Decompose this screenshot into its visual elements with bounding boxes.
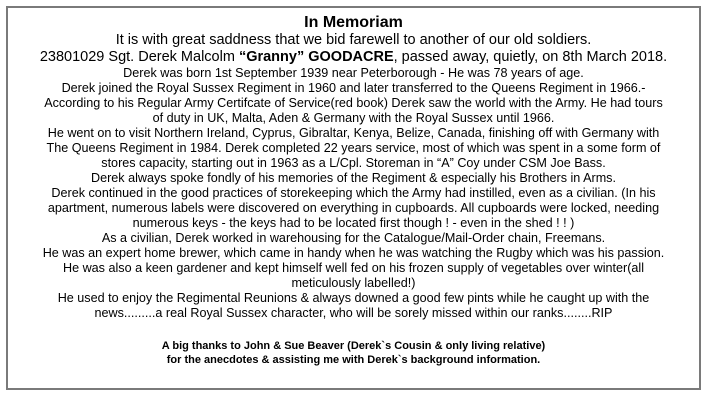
- body-line: stores capacity, starting out in 1963 as a L/Cpl. Storeman in “A” Coy under CSM Joe Bass.: [101, 156, 606, 170]
- body-line: of duty in UK, Malta, Aden & Germany with the Royal Sussex until 1966.: [152, 111, 555, 125]
- body-line: meticulously labelled!): [291, 276, 416, 290]
- body-line: He was also a keen gardener and kept himself well fed on his frozen supply of vegetables over winter(all: [62, 261, 645, 275]
- body-line: He went on to visit Northern Ireland, Cyprus, Gibraltar, Kenya, Belize, Canada, finishing off with Germany with: [47, 126, 660, 140]
- body-line: Derek continued in the good practices of storekeeping which the Army had instilled, even as a civilian. (In his: [51, 186, 656, 200]
- acknowledgement: [8, 339, 699, 367]
- intro-passing: , passed away, quietly, on 8th March 2018.: [393, 49, 668, 65]
- body-line: apartment, numerous labels were discovered on everything in cupboards. All cupboards were locked, needing: [47, 201, 660, 215]
- intro-rank-name: 23801029 Sgt. Derek Malcolm: [39, 49, 239, 65]
- notice-title: In Memoriam: [304, 14, 403, 31]
- memoriam-notice: [6, 6, 701, 390]
- body-line: Derek always spoke fondly of his memories of the Regiment & especially his Brothers in Arms.: [91, 171, 616, 185]
- body-line: As a civilian, Derek worked in warehousing for the Catalogue/Mail-Order chain, Freemans.: [101, 231, 606, 245]
- body-text: [8, 66, 699, 321]
- body-line: The Queens Regiment in 1984. Derek completed 22 years service, most of which was spent in a some form of: [46, 141, 661, 155]
- acknowledgement-line-2: for the anecdotes & assisting me with Derek`s background information.: [166, 354, 541, 366]
- acknowledgement-line-1: A big thanks to John & Sue Beaver (Derek`s Cousin & only living relative): [161, 340, 546, 352]
- intro-nickname: “Granny” GOODACRE: [238, 49, 394, 65]
- body-line: news.........a real Royal Sussex character, who will be sorely missed within our ranks........RIP: [94, 306, 613, 320]
- body-line: numerous keys - the keys had to be located first though ! - even in the shed ! ! ): [132, 216, 575, 230]
- body-line: According to his Regular Army Certifcate of Service(red book) Derek saw the world with the Army. He had tours: [44, 96, 663, 110]
- intro-block: [8, 32, 699, 66]
- intro-line-1: It is with great saddness that we bid farewell to another of our old soldiers.: [115, 32, 592, 48]
- intro-line-2: [8, 49, 699, 66]
- body-line: Derek was born 1st September 1939 near Peterborough - He was 78 years of age.: [123, 66, 584, 80]
- body-line: He used to enjoy the Regimental Reunions & always downed a good few pints while he caught up with the: [57, 291, 650, 305]
- body-line: Derek joined the Royal Sussex Regiment in 1960 and later transferred to the Queens Regiment in 1966.-: [61, 81, 646, 95]
- body-line: He was an expert home brewer, which came in handy when he was watching the Rugby which was his passion.: [42, 246, 665, 260]
